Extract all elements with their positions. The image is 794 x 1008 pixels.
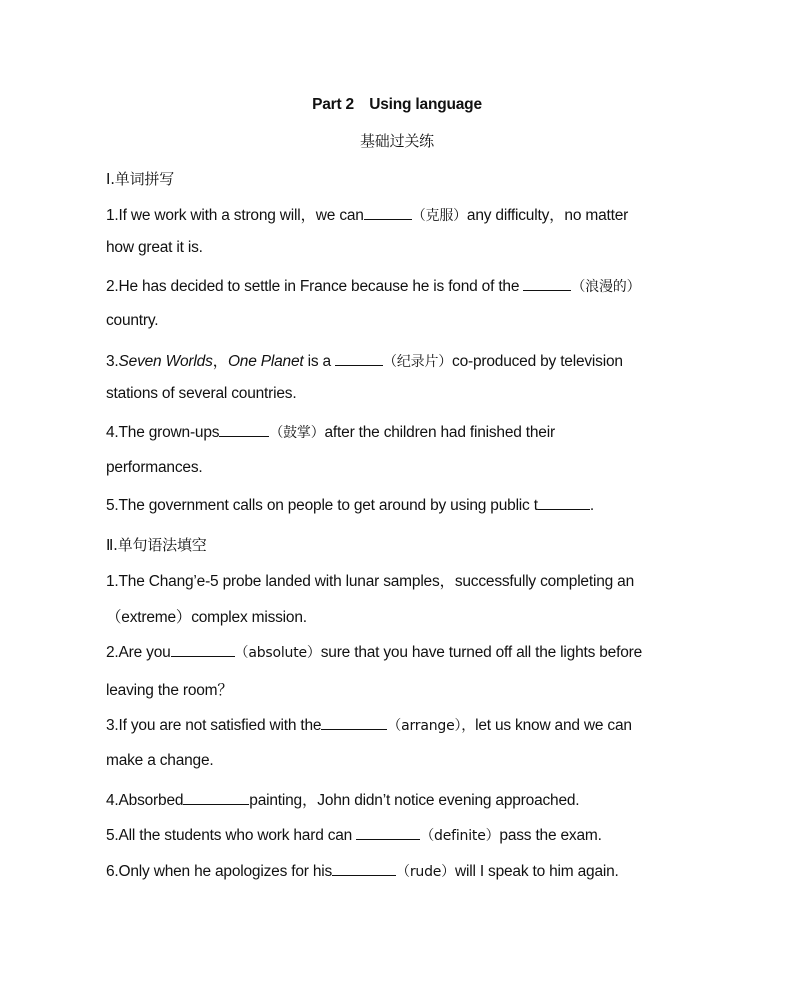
question-hint: （浪漫的） <box>571 279 641 295</box>
answer-blank[interactable] <box>332 861 396 876</box>
question-text: any difficulty，no matter <box>466 207 629 224</box>
question-s1-1-line1 <box>106 203 628 225</box>
question-s2-2-line1 <box>106 642 642 662</box>
question-s1-3-line2: stations of several countries. <box>106 385 297 402</box>
answer-blank[interactable] <box>523 276 571 291</box>
question-text: . <box>589 497 594 514</box>
question-hint: （arrange）， <box>387 718 476 734</box>
question-text: after the children had finished their <box>324 424 555 441</box>
question-s1-5 <box>106 495 594 515</box>
question-text: is a <box>303 353 331 370</box>
question-hint: （克服） <box>411 208 467 224</box>
question-text: 5.All the students who work hard can <box>106 827 353 844</box>
question-s1-1-line2: how great it is. <box>106 239 203 256</box>
answer-blank[interactable] <box>538 495 590 510</box>
section-heading-spelling: Ⅰ.单词拼写 <box>106 170 174 188</box>
question-text: 5.The government calls on people to get around by using public t <box>106 497 538 514</box>
question-s2-5 <box>106 825 602 845</box>
answer-blank[interactable] <box>335 351 383 366</box>
question-text: 4.The grown-ups <box>106 424 220 441</box>
title-italic: One Planet <box>227 353 304 370</box>
answer-blank[interactable] <box>183 790 249 805</box>
question-number: 3. <box>106 353 119 370</box>
question-s2-4 <box>106 788 579 810</box>
question-text: let us know and we can <box>475 717 632 734</box>
question-text: co-produced by television <box>452 353 623 370</box>
question-s1-4-line1 <box>106 422 555 442</box>
answer-blank[interactable] <box>356 825 420 840</box>
question-hint: （纪录片） <box>383 354 453 370</box>
question-text: painting，John didn’t notice evening approached. <box>249 792 580 809</box>
question-hint: （definite） <box>420 828 500 844</box>
title-italic: Seven Worlds <box>118 353 213 370</box>
question-s2-1-line1: 1.The Chang’e-5 probe landed with lunar samples，successfully completing an <box>106 573 634 590</box>
question-hint: （rude） <box>396 864 455 880</box>
page-title: Part 2 Using language <box>312 96 482 113</box>
answer-blank[interactable] <box>321 715 387 730</box>
question-s1-4-line2: performances. <box>106 459 203 476</box>
question-s2-2-line2: leaving the room？ <box>106 682 233 699</box>
page-subtitle: 基础过关练 <box>359 132 434 150</box>
answer-blank[interactable] <box>364 205 412 220</box>
section-heading-grammar: Ⅱ.单句语法填空 <box>106 536 207 554</box>
question-text: 3.If you are not satisfied with the <box>106 717 322 734</box>
question-s1-3-line1 <box>106 349 623 371</box>
question-text: 6.Only when he apologizes for his <box>106 863 333 880</box>
question-s2-3-line2: make a change. <box>106 752 214 769</box>
question-text: 2.He has decided to settle in France because he is fond of the <box>106 278 520 295</box>
question-text: 2.Are you <box>106 644 171 661</box>
question-s1-2-line1 <box>106 276 640 296</box>
answer-blank[interactable] <box>171 642 235 657</box>
question-s2-6 <box>106 861 619 881</box>
question-hint: （鼓掌） <box>269 425 325 441</box>
question-hint: （absolute） <box>234 645 321 661</box>
question-text: pass the exam. <box>499 827 602 844</box>
question-s1-2-line2: country. <box>106 312 159 329</box>
question-s2-3-line1 <box>106 715 632 735</box>
question-text: 1.If we work with a strong will，we can <box>106 207 364 224</box>
question-text: will I speak to him again. <box>454 863 619 880</box>
question-s2-1-line2: （extreme）complex mission. <box>106 609 307 626</box>
question-text: sure that you have turned off all the lights before <box>320 644 643 661</box>
answer-blank[interactable] <box>219 422 269 437</box>
separator: ， <box>212 353 228 370</box>
question-text: 4.Absorbed <box>106 792 184 809</box>
